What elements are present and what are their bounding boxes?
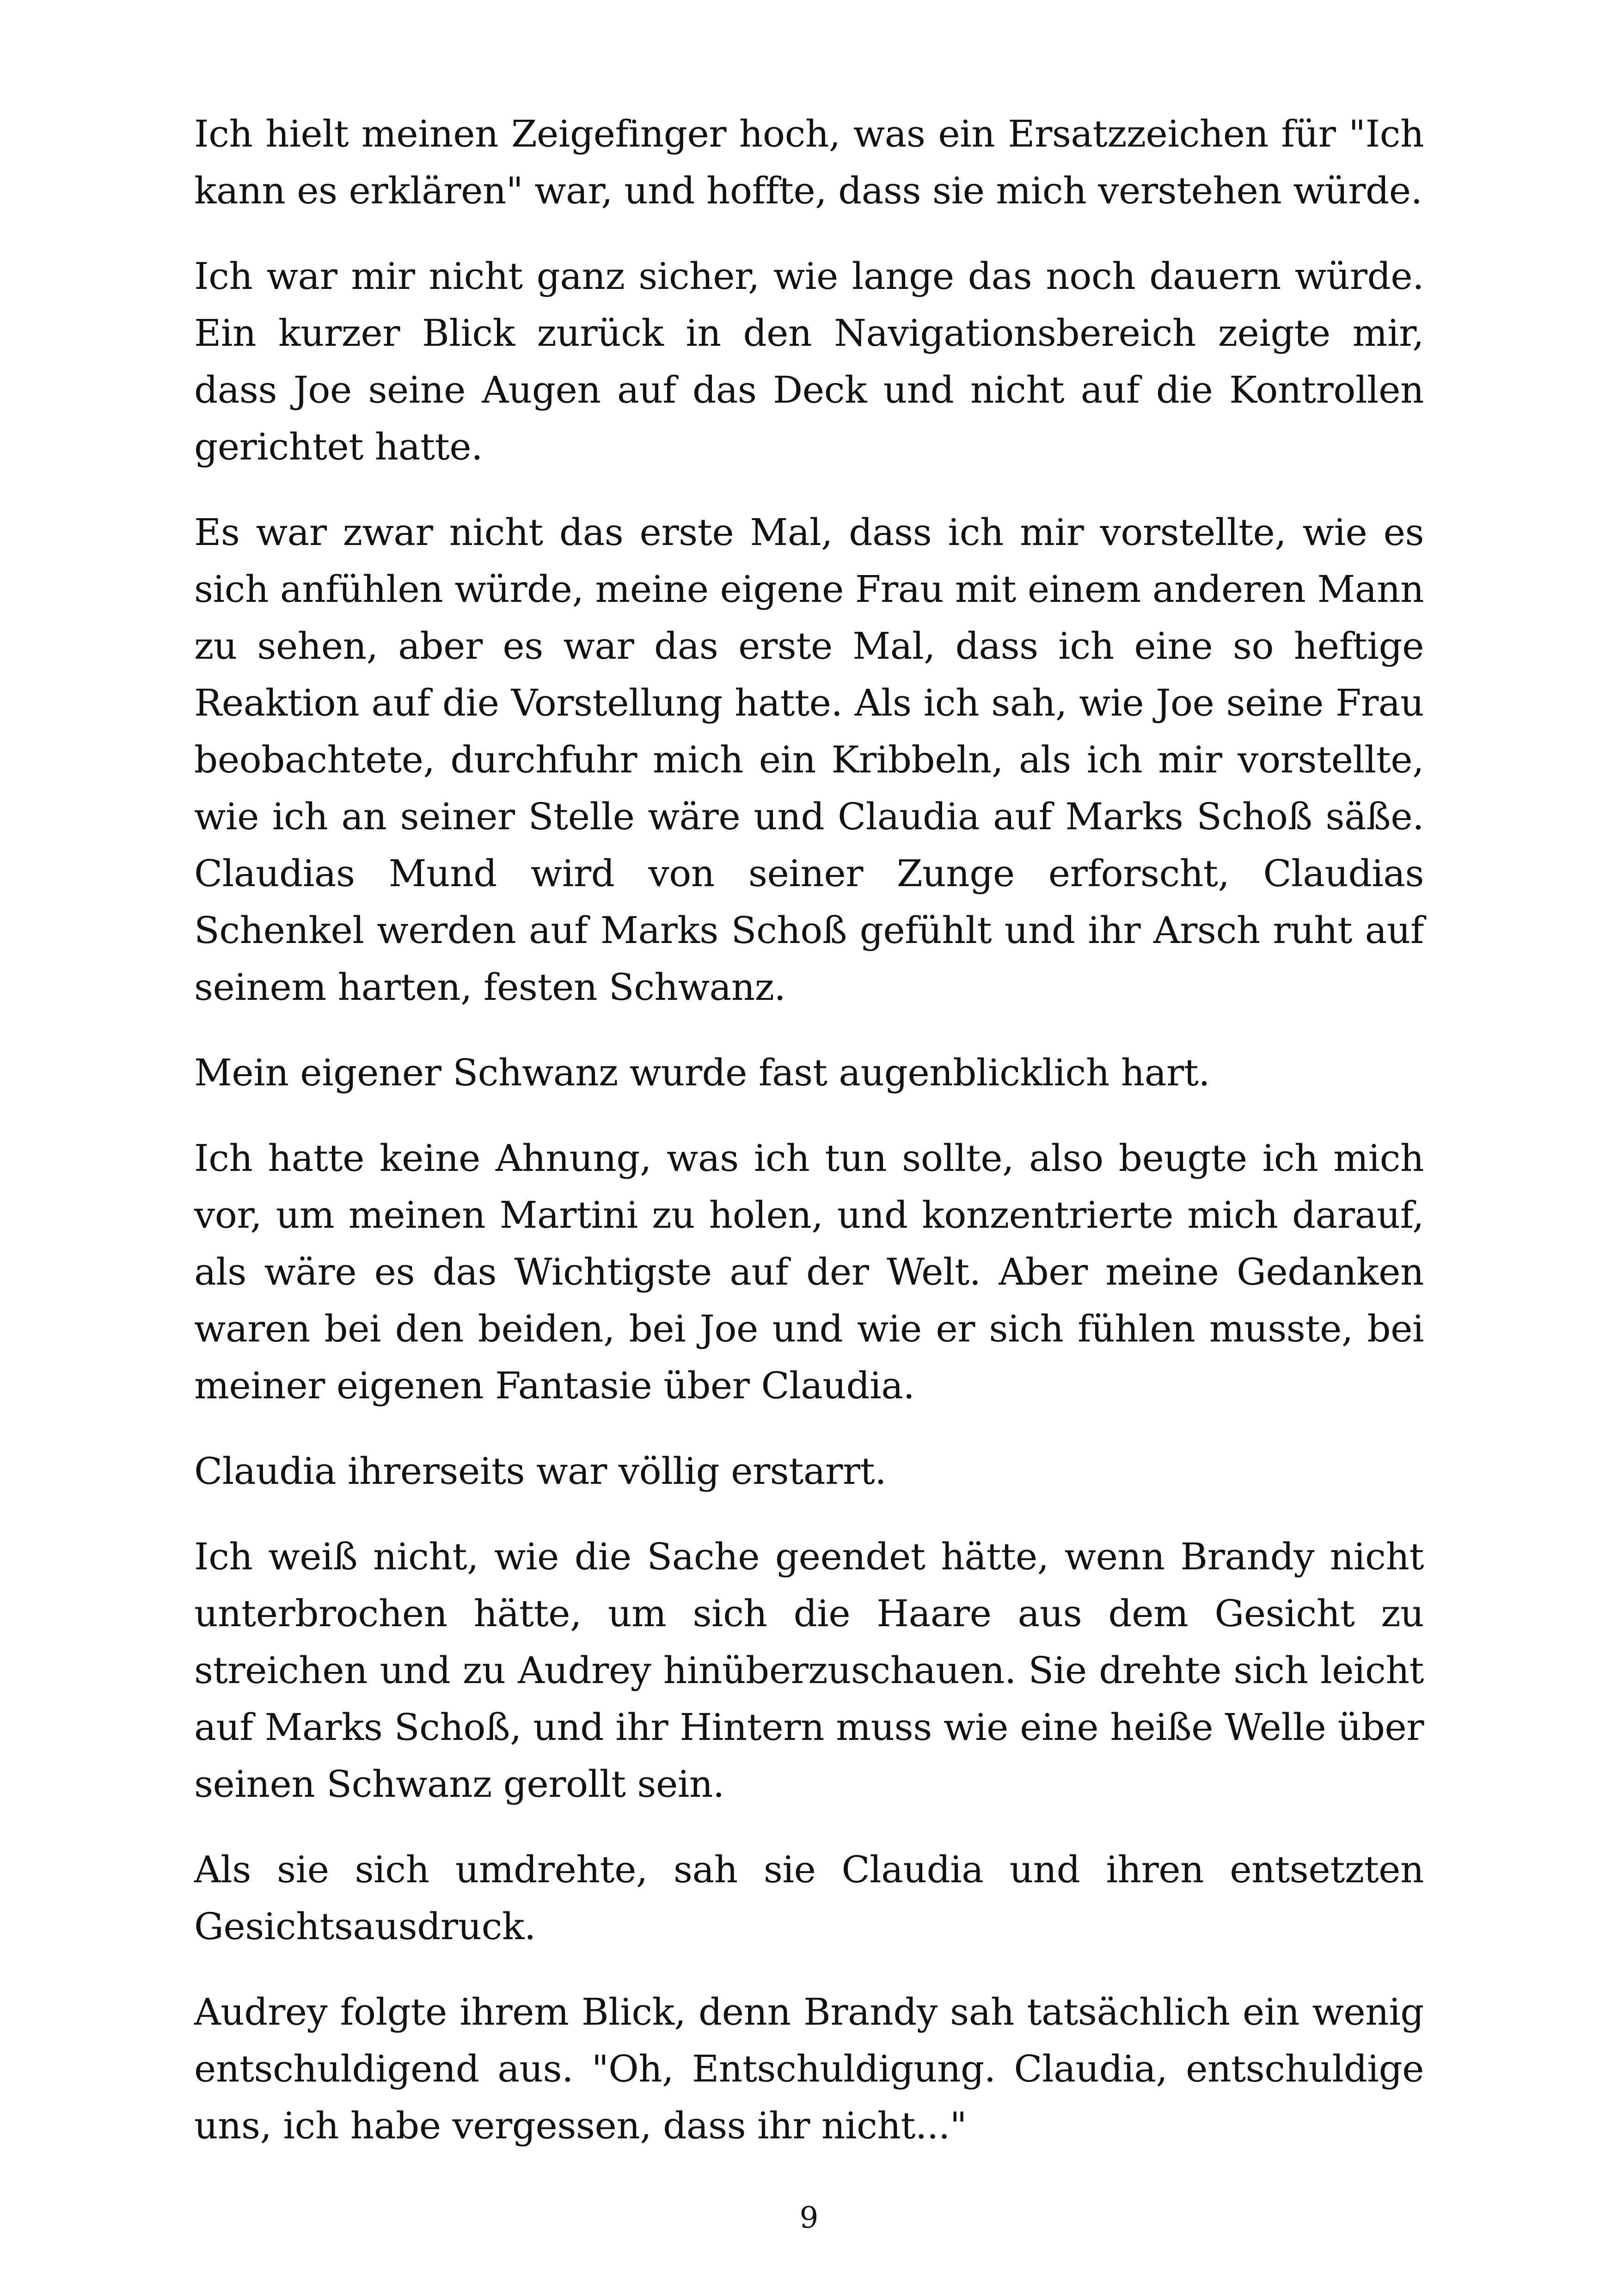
paragraph-6: Claudia ihrerseits war völlig erstarrt.: [194, 1450, 887, 1493]
paragraph-5: Ich hatte keine Ahnung, was ich tun sollte, also beugte ich mich vor, um meinen Martini zu holen, und konzentrierte mich darauf, als wäre es das Wichtigste auf der Welt. Aber meine Gedanken waren bei den beiden, bei Joe und wie er sich fühlen musste, bei meiner eigenen Fantasie über Claudia.: [194, 1137, 1424, 1407]
page-body: [194, 105, 1424, 2183]
paragraph-2: Ich war mir nicht ganz sicher, wie lange das noch dauern würde. Ein kurzer Blick zurück in den Navigationsbereich zeigte mir, dass Joe seine Augen auf das Deck und nicht auf die Kontrollen gerichtet hatte.: [194, 255, 1424, 468]
paragraph-8: Als sie sich umdrehte, sah sie Claudia und ihren entsetzten Gesichtsausdruck.: [194, 1848, 1424, 1948]
paragraph-3: Es war zwar nicht das erste Mal, dass ich mir vorstellte, wie es sich anfühlen würde, meine eigene Frau mit einem anderen Mann zu sehen, aber es war das erste Mal, dass ich eine so heftige Reaktion auf die Vorstellung hatte. Als ich sah, wie Joe seine Frau beobachtete, durchfuhr mich ein Kribbeln, als ich mir vorstellte, wie ich an seiner Stelle wäre und Claudia auf Marks Schoß säße. Claudias Mund wird von seiner Zunge erforscht, Claudias Schenkel werden auf Marks Schoß gefühlt und ihr Arsch ruht auf seinem harten, festen Schwanz.: [194, 511, 1424, 1009]
paragraph-4: Mein eigener Schwanz wurde fast augenblicklich hart.: [194, 1051, 1210, 1094]
paragraph-7: Ich weiß nicht, wie die Sache geendet hätte, wenn Brandy nicht unterbrochen hätte, um sich die Haare aus dem Gesicht zu streichen und zu Audrey hinüberzuschauen. Sie drehte sich leicht auf Marks Schoß, und ihr Hintern muss wie eine heiße Welle über seinen Schwanz gerollt sein.: [194, 1535, 1424, 1806]
paragraph-1: Ich hielt meinen Zeigefinger hoch, was ein Ersatzzeichen für "Ich kann es erklären" war, und hoffte, dass sie mich verstehen würde.: [194, 112, 1424, 212]
paragraph-9: Audrey folgte ihrem Blick, denn Brandy sah tatsächlich ein wenig entschuldigend aus. "Oh, Entschuldigung. Claudia, entschuldige uns, ich habe vergessen, dass ihr nicht...": [194, 1990, 1424, 2147]
page-number: 9: [799, 2201, 819, 2235]
